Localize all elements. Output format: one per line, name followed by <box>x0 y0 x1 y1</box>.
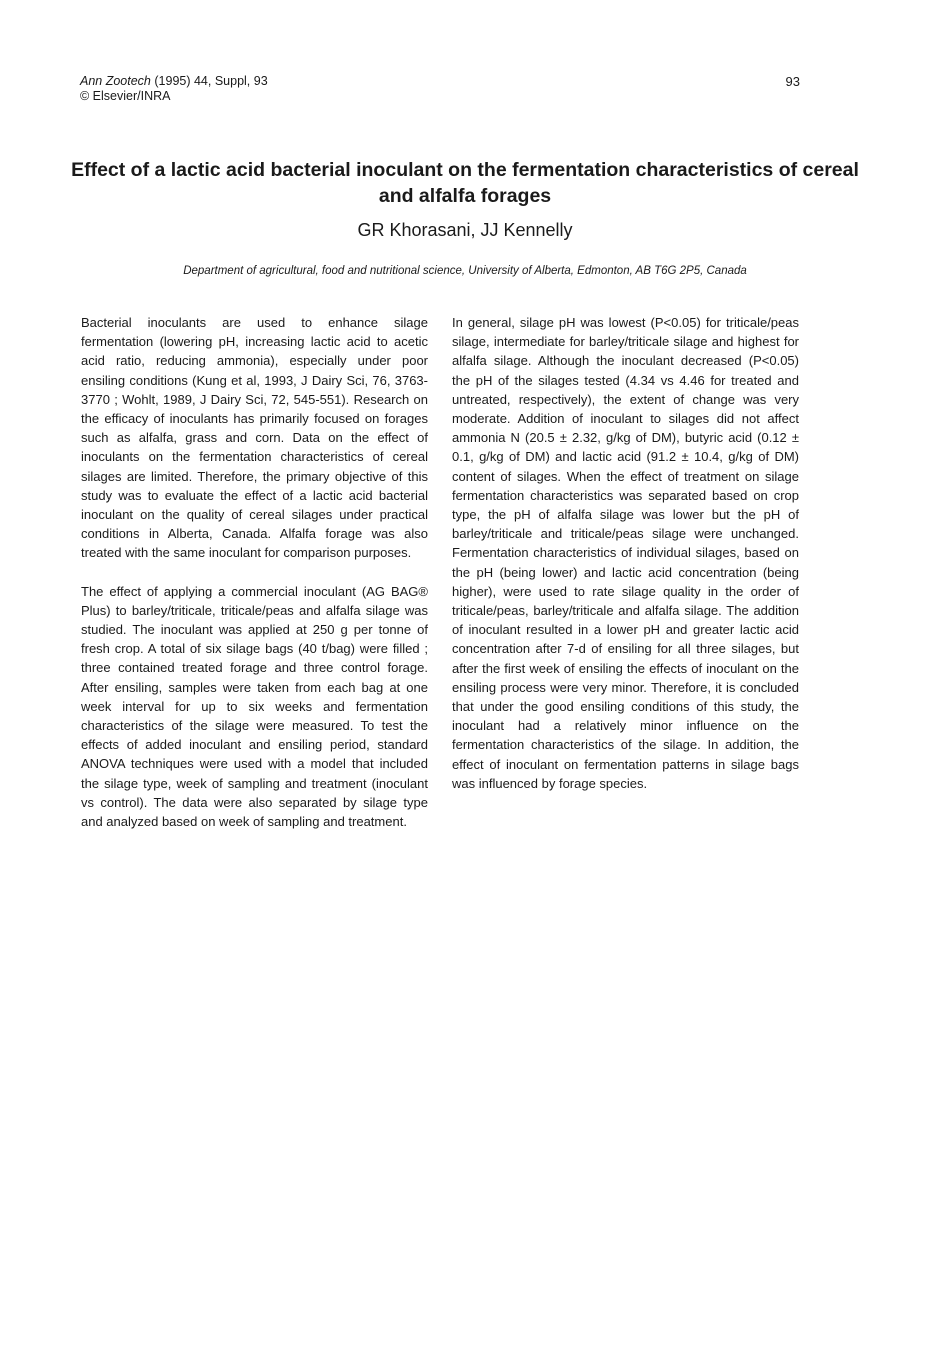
publisher: © Elsevier/INRA <box>80 89 171 103</box>
paragraph: Bacterial inoculants are used to enhance silage fermentation (lowering pH, increasing lactic acid to acetic acid ratio, reducing ammonia), especially under poor ensiling conditions (Kung et al, 1993, J Dairy Sci, 76, 3763-3770 ; Wohlt, 1989, J Dairy Sci, 72, 545-551). Research on the efficacy of inoculants has primarily focused on forages such as alfalfa, grass and corn. Data on the effect of inoculants on the fermentation characteristics of cereal silages are limited. Therefore, the primary objective of this study was to evaluate the effect of a lactic acid bacterial inoculant on the quality of cereal silages under practical conditions in Alberta, Canada. Alfalfa forage was also treated with the same inoculant for comparison purposes. <box>81 315 428 561</box>
paragraph: The effect of applying a commercial inoculant (AG BAG® Plus) to barley/triticale, triticale/peas and alfalfa silage was studied. The inoculant was applied at 250 g per tonne of fresh crop. A total of six silage bags (40 t/bag) were filled ; three contained treated forage and three control forage. After ensiling, samples were taken from each bag at one week interval for up to six weeks and fermentation characteristics of the silage were measured. To test the effects of added inoculant and ensiling period, standard ANOVA techniques were used with a model that included the silage type, week of sampling and treatment (inoculant vs control). The data were also separated by silage type and analyzed based on week of sampling and treatment. <box>81 583 428 830</box>
journal-name: Ann Zootech <box>80 74 151 88</box>
paragraph: In general, silage pH was lowest (P<0.05) for triticale/peas silage, intermediate for barley/triticale silage and highest for alfalfa silage. Although the inoculant decreased (P<0.05) the pH of the silages tested (4.34 vs 4.46 for treated and untreated, respectively), the extent of change was very moderate. Addition of inoculant to silages did not affect ammonia N (20.5 ± 2.32, g/kg of DM), butyric acid (0.12 ± 0.1, g/kg of DM) and lactic acid (91.2 ± 10.4, g/kg of DM) content of silages. When the effect of treatment on silage fermentation characteristics was separated based on crop type, the pH of alfalfa silage was lower but the pH of barley/triticale and triticale/peas silage were unchanged. Fermentation characteristics of individual silages, based on the pH (being lower) and lactic acid concentration (being higher), were used to rate silage quality in the order of triticale/peas, barley/triticale and alfalfa silage. The addition of inoculant resulted in a lower pH and greater lactic acid concentration after 7-d of ensiling for all three silages, but after the first week of ensiling the effects of inoculant on the ensiling process were very minor. Therefore, it is concluded that under the good ensiling conditions of this study, the inoculant had a relatively minor influence on the fermentation characteristics of the silage. In addition, the effect of inoculant on fermentation patterns in silage bags was influenced by forage species. <box>452 315 799 791</box>
affiliation: Department of agricultural, food and nutritional science, University of Alberta, Edmonton, AB T6G 2P5, Canada <box>183 265 747 277</box>
paper-title: Effect of a lactic acid bacterial inoculant on the fermentation characteristics of cereal and alfalfa forages <box>71 159 859 207</box>
left-column <box>81 313 428 850</box>
citation-details: (1995) 44, Suppl, 93 <box>154 74 268 88</box>
page-number: 93 <box>785 74 800 89</box>
citation-line <box>80 74 800 89</box>
page-header <box>80 74 800 104</box>
right-column <box>452 313 799 812</box>
authors: GR Khorasani, JJ Kennelly <box>357 220 573 240</box>
